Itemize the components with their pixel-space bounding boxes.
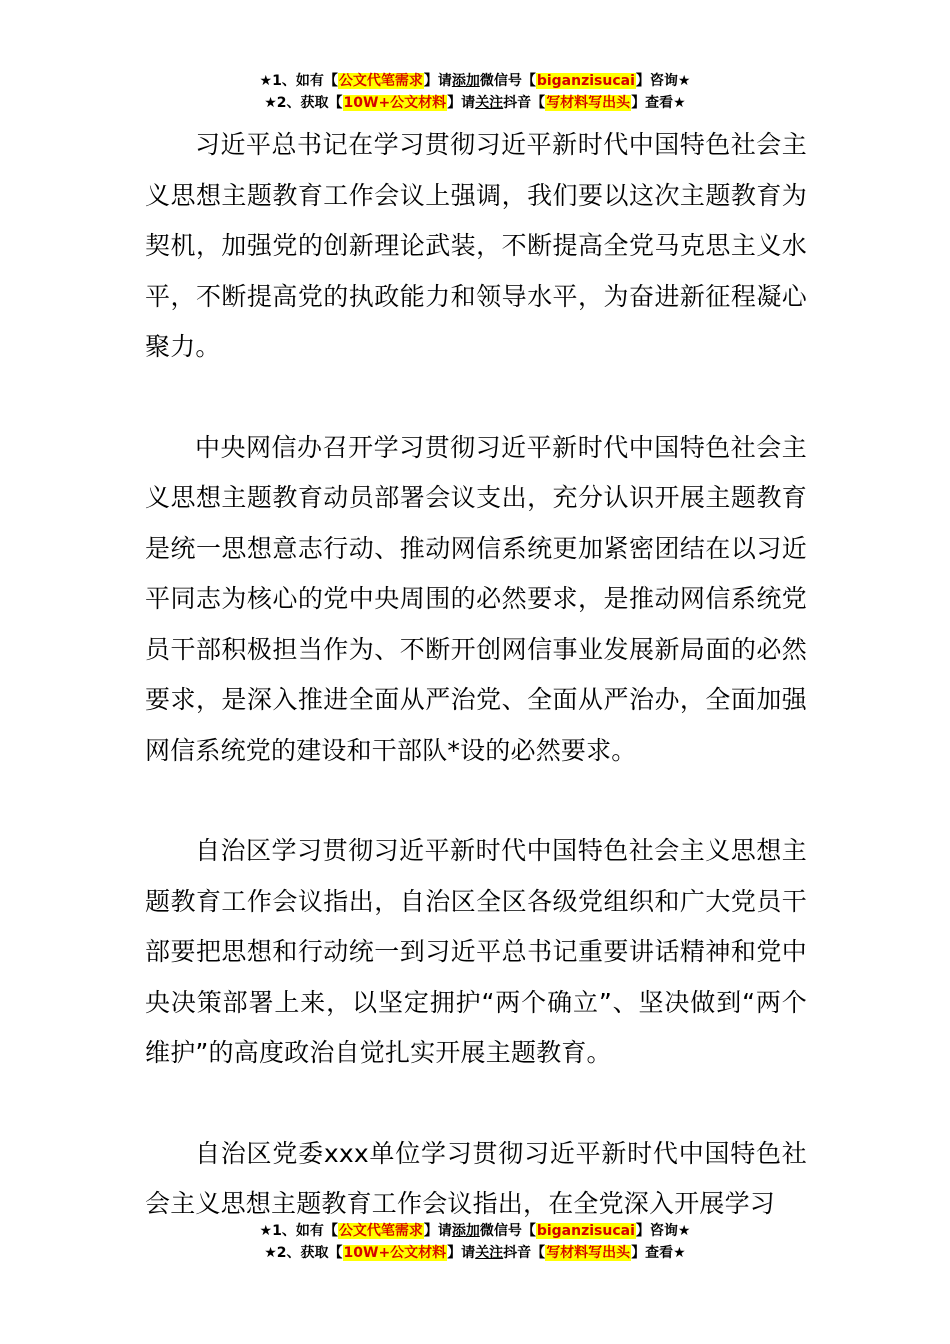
banner-text: 】请 [423,73,452,89]
highlight-service: 公文代笔需求 [338,73,423,89]
banner-text: 】请 [447,1245,476,1261]
banner-text: ★1、如有【 [259,1223,338,1239]
banner-text: 】查看★ [631,1245,686,1261]
banner-emphasis: 添加 [451,1223,480,1239]
highlight-douyin-id: 写材料写出头 [546,95,631,111]
highlight-materials: 10W+公文材料 [343,95,447,111]
paragraph: 自治区党委xxx单位学习贯彻习近平新时代中国特色社会主义思想主题教育工作会议指出，在全党深入开展学习 [145,1138,807,1218]
banner-text: ★1、如有【 [259,73,338,89]
banner-emphasis: 添加 [451,73,480,89]
banner-text: 抖音【 [503,95,546,111]
paragraph: 中央网信办召开学习贯彻习近平新时代中国特色社会主义思想主题教育动员部署会议支出，充分认识开展主题教育是统一思想意志行动、推动网信系统更加紧密团结在以习近平同志为核心的党中央周围的必然要求，是推动网信系统党员干部积极担当作为、不断开创网信事业发展新局面的必然要求，是深入推进全面从严治党、全面从严治办，全面加强网信系统党的建设和干部队*设的必然要求。 [145,432,807,765]
banner-text: 抖音【 [503,1245,546,1261]
banner-text: 】咨询★ [635,73,691,89]
banner-line-1 [0,1220,950,1242]
banner-text: 微信号【 [479,1223,536,1239]
banner-line-1 [0,70,950,92]
highlight-wechat-id: biganzisucai [536,73,635,89]
banner-text: ★2、获取【 [264,95,343,111]
paragraph: 习近平总书记在学习贯彻习近平新时代中国特色社会主义思想主题教育工作会议上强调，我们要以这次主题教育为契机，加强党的创新理论武装，不断提高全党马克思主义水平，不断提高党的执政能力和领导水平，为奋进新征程凝心聚力。 [145,130,807,361]
banner-emphasis: 关注 [475,1245,504,1261]
footer-banner [0,1220,950,1264]
banner-text: 】查看★ [631,95,686,111]
banner-text: 微信号【 [479,73,536,89]
banner-text: 】请 [447,95,476,111]
highlight-materials: 10W+公文材料 [343,1245,447,1261]
highlight-service: 公文代笔需求 [338,1223,423,1239]
banner-text: 】咨询★ [635,1223,691,1239]
document-body [145,120,807,1230]
paragraph: 自治区学习贯彻习近平新时代中国特色社会主义思想主题教育工作会议指出，自治区全区各级党组织和广大党员干部要把思想和行动统一到习近平总书记重要讲话精神和党中央决策部署上来，以坚定拥护“两个确立”、坚决做到“两个维护”的高度政治自觉扎实开展主题教育。 [145,836,807,1067]
header-banner [0,70,950,114]
highlight-wechat-id: biganzisucai [536,1223,635,1239]
banner-line-2 [0,92,950,114]
banner-text: 】请 [423,1223,452,1239]
banner-text: ★2、获取【 [264,1245,343,1261]
highlight-douyin-id: 写材料写出头 [546,1245,631,1261]
banner-emphasis: 关注 [475,95,504,111]
banner-line-2 [0,1242,950,1264]
